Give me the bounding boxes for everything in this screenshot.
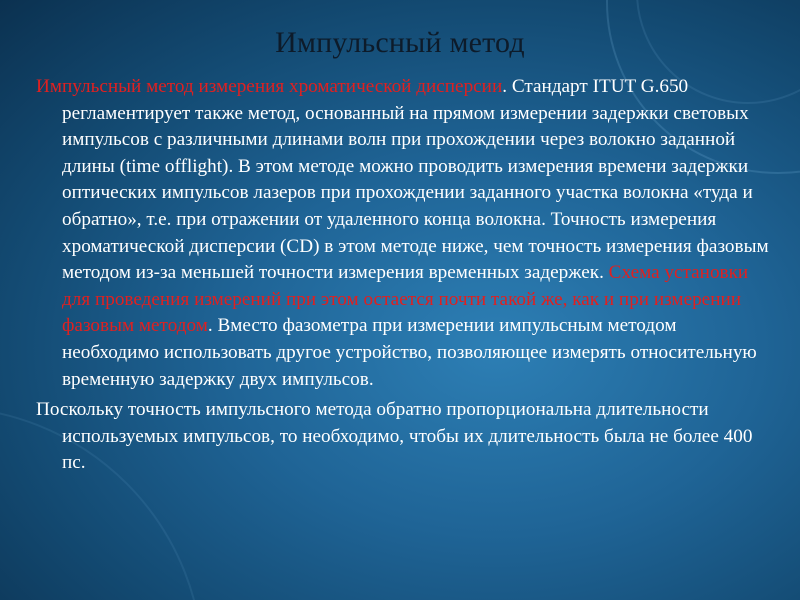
paragraph-2: Поскольку точность импульсного метода обратно пропорциональна длительности используемых импульсов, то необходимо, чтобы их длительность была не более 400 пс. — [36, 399, 753, 474]
red-highlight-text: Схема установки для проведения измерений при этом остается почти такой же, как и при измерении фазовым методом — [62, 262, 749, 337]
paragraph-1-text-a: . Стандарт ITUT G.650 регламентирует также метод, основанный на прямом измерении задержки световых импульсов с различными длинами волн при прохождении через волокно заданной длины (time offlight). В этом методе можно проводить измерения времени задержки оптических импульсов лазеров при прохождении заданного участка волокна «туда и обратно», т.е. при отражении от удаленного конца волокна. Точность измерения хроматической дисперсии (CD) в этом методе ниже, чем точность измерения фазовым методом из-за меньшей точности измерения временных задержек. — [62, 76, 769, 284]
paragraph-1-text-b: . Вместо фазометра при измерении импульсным методом необходимо использовать другое устройство, позволяющее измерять относительную временную задержку двух импульсов. — [62, 315, 757, 390]
paragraph-1 — [36, 74, 778, 393]
red-intro-text: Импульсный метод измерения хроматической дисперсии — [36, 76, 503, 97]
slide-title: Импульсный метод — [275, 26, 525, 59]
slide-body — [36, 74, 778, 477]
